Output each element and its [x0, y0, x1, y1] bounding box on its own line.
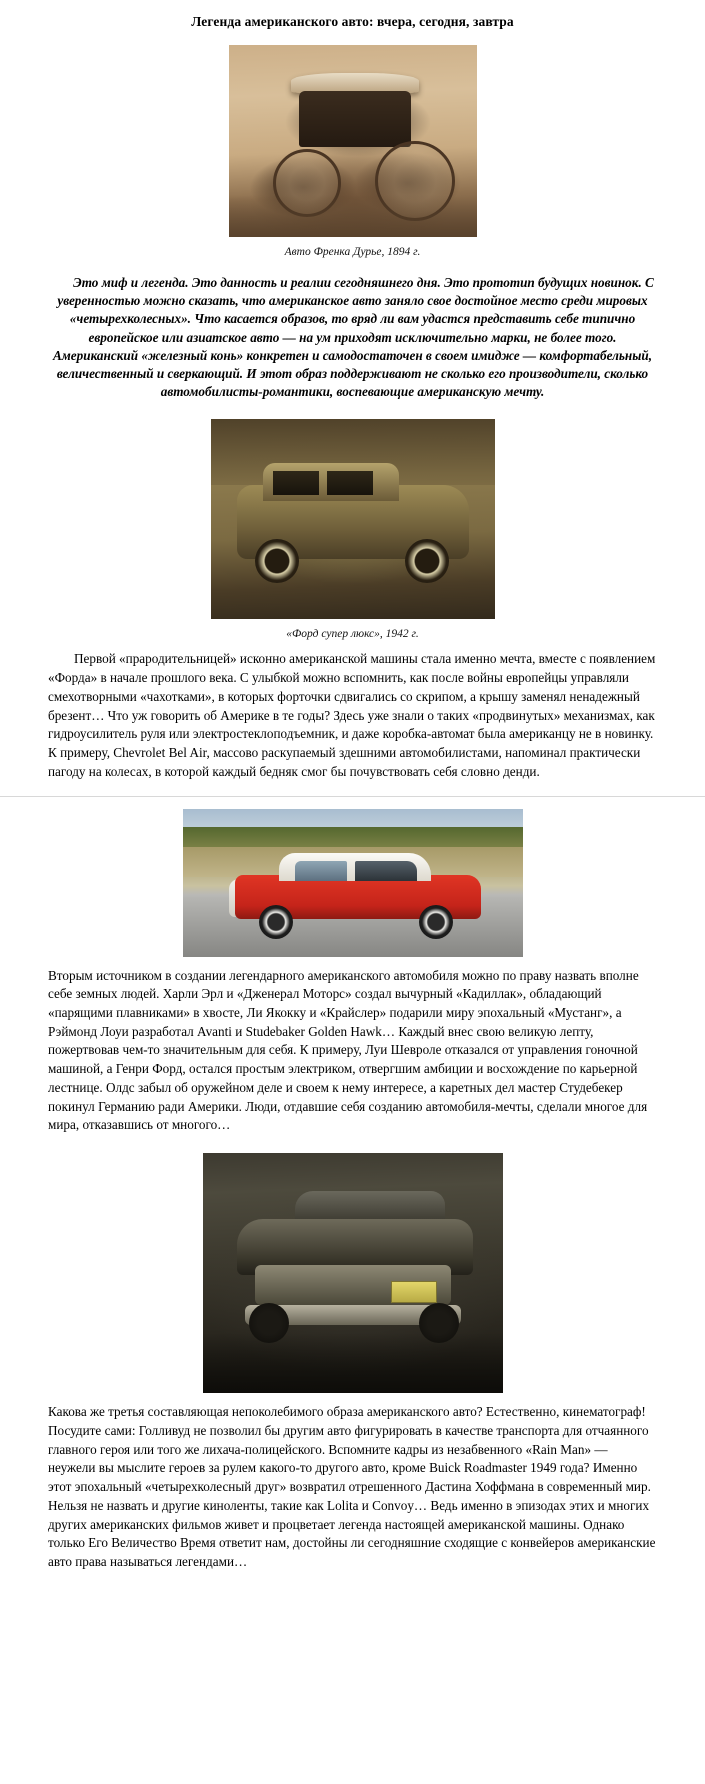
- lead-paragraph: Это миф и легенда. Это данность и реалии сегодняшнего дня. Это прототип будущих новинок. С уверенностью можно сказать, что американское авто заняло свое достойное место среди мировых «четырехколесных». Что касается образов, то вряд ли вам удастся представить себе типично европейское или азиатское авто — на ум приходят исключительно марки, не более того. Американский «железный конь» конкретен и самодостаточен в своем имидже — комфортабельный, величественный и сверкающий. И этот образ поддерживают не сколько его производители, сколько автомобилисты-романтики, воспевающие американскую мечту.: [52, 274, 654, 400]
- figure-edsel: [0, 1153, 705, 1393]
- car-wheel-front: [419, 905, 453, 939]
- ford-super-deluxe-1942-photo: [211, 419, 495, 619]
- figure-caption: Авто Френка Дурье, 1894 г.: [284, 245, 421, 258]
- car-wheel-front: [255, 539, 299, 583]
- figure-chevrolet-bel-air: [0, 809, 705, 957]
- figure-caption: «Форд супер люкс», 1942 г.: [286, 628, 419, 641]
- figure-duryea-1894: [0, 45, 705, 258]
- car-rear-window: [295, 861, 347, 881]
- photo-ground: [229, 195, 477, 237]
- paragraph-third-component: Какова же третья составляющая непоколебимого образа американского авто? Естественно, кинематограф! Посудите сами: Голливуд не позволил бы другим авто фигурировать в качестве транспорта для отчаянного главного героя или того же лихача-полицейского. Вспомните кадры из незабвенного «Rain Man» — неужели вы мыслите героев за рулем какого-то другого авто, кроме Buick Roadmaster 1949 года? Именно этот эпохальный «четырехколесный друг» возвратил отрешенного Дастина Хоффмана в современный мир. Нельзя не назвать и другие киноленты, такие как Lolita и Convoy… Ведь именно в эпизодах этих и многих других американских фильмов живет и процветает легенда настоящей американской машины. Однако только Его Величество Время ответит нам, достойны ли сегодняшние сходящие с конвейеров американские авто права называться легендами…: [48, 1404, 656, 1570]
- section-divider: [0, 796, 705, 797]
- car-window-front: [273, 471, 319, 495]
- figure-ford-1942: [0, 419, 705, 640]
- paragraph-first-ancestor: Первой «прародительницей» исконно американской машины стала именно мечта, вместе с появлением «Форда» в начале прошлого века. С улыбкой можно вспомнить, как после войны европейцы управляли смехотворными «чахотками», в которых форточки сдвигались со скрипом, а крышу заменял ненадежный брезент… Что уж говорить об Америке в те годы? Здесь уже знали о таких «продвинутых» механизмах, как гидроусилитель руля или электростеклоподъемник, и даже коробка-автомат была американцу не в новинку. К примеру, Chevrolet Bel Air, массово раскупаемый здешними автомобилистами, напоминал практически пагоду на колесах, в которой каждый бедняк смог бы почувствовать себя словно денди.: [48, 651, 656, 779]
- paragraph-second-source: Вторым источником в создании легендарного американского автомобиля можно по праву назвать вполне себе земных людей. Харли Эрл и «Дженерал Моторс» создал вычурный «Кадиллак», обладающий «парящими плавниками» в хвосте, Ли Якокку и «Крайслер» подарили миру эпохальный «Мустанг», а Рэймонд Лоуи разработал Avanti и Studebaker Golden Hawk… Каждый внес свою великую лепту, пожертвовав чем-то значительным для себя. К примеру, Луи Шевроле отказался от управления гоночной машиной, а Генри Форд, остался простым электриком, отвергшим амбиции и восхождение по карьерной лестнице. Олдс забыл об оружейном деле и своем к нему интересе, а каретных дел мастер Студебекер покинул Германию ради Америки. Люди, отдавшие себя созданию автомобиля-мечты, сделали многое для мира, отказавшись от многого…: [48, 967, 648, 1133]
- chevrolet-bel-air-photo: [183, 809, 523, 957]
- duryea-1894-photo: [229, 45, 477, 237]
- license-plate: [391, 1281, 437, 1303]
- car-wheel-rear: [405, 539, 449, 583]
- carriage-cab: [299, 91, 411, 147]
- carriage-roof: [291, 73, 419, 93]
- car-side-window: [355, 861, 417, 881]
- photo-ground: [203, 1333, 503, 1393]
- page-title: Легенда американского авто: вчера, сегодня, завтра: [191, 14, 514, 29]
- car-wheel-rear: [259, 905, 293, 939]
- photo-treeline: [183, 827, 523, 849]
- car-window-rear: [327, 471, 373, 495]
- edsel-finned-car-photo: [203, 1153, 503, 1393]
